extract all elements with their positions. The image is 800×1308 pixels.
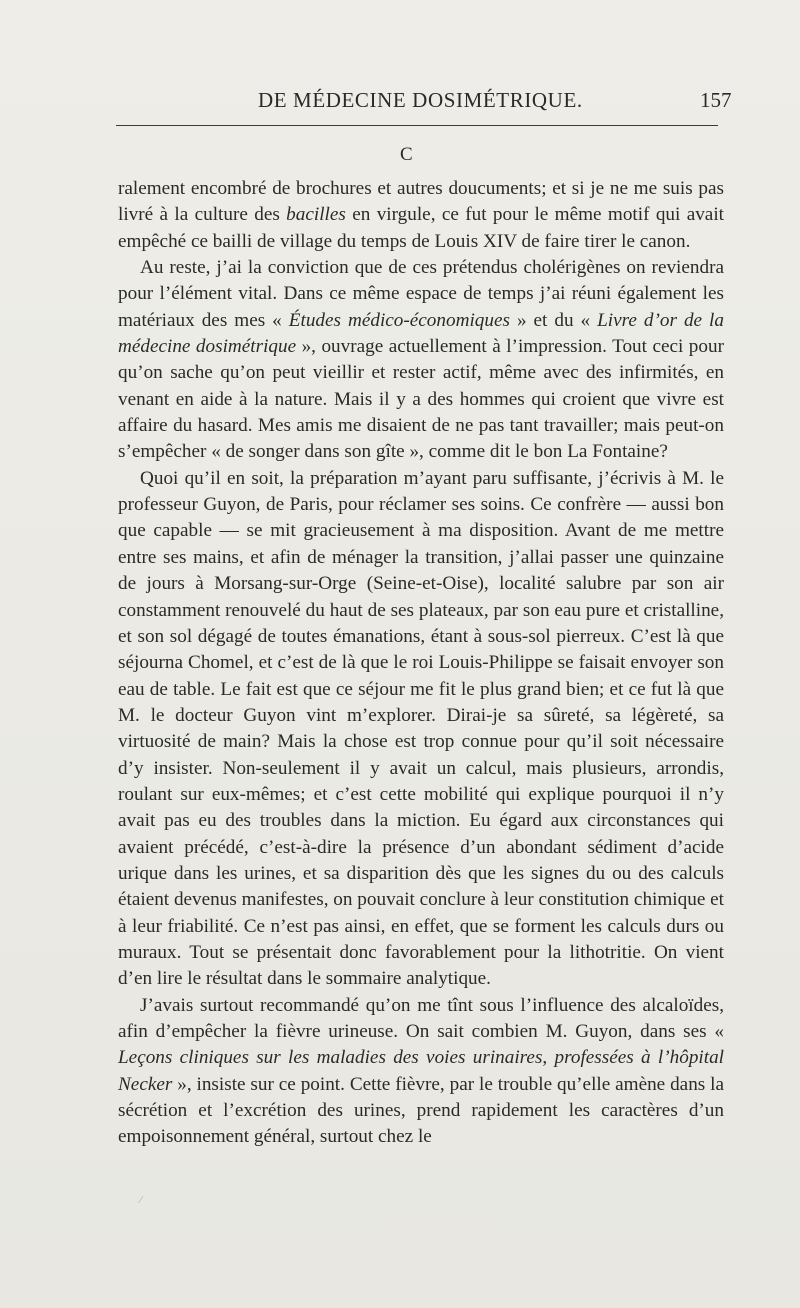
italic-title: Leçons cliniques sur les maladies des voies urinaires xyxy=(118,1047,543,1069)
text-run: », ouvrage actuellement à l’impression. Tout ceci pour qu’on sache qu’on peut vieillir et rester actif, même avec des infirmités, en venant en aide à la nature. Mais il y a des hommes qui croient que vivre est affaire du hasard. Mes amis me disaient de ne pas tant travailler; mais peut-on s’empêcher « de songer dans son gîte », comme dit le bon La Fontaine? xyxy=(118,336,724,463)
paragraph xyxy=(118,993,724,1151)
page-smudge: ⁄ xyxy=(140,1195,142,1206)
text-run: ralement encombré de brochures et autres doucuments; et si je ne me suis pas livré à la culture des xyxy=(118,178,724,226)
paragraph xyxy=(118,176,724,255)
text-run: Au reste, j’ai la conviction que de ces prétendus cholérigènes on reviendra pour l’élément vital. Dans ce même espace de temps j’ai réuni également les matériaux des mes « xyxy=(118,257,724,331)
text-run: en virgule, ce fut pour le même motif qui avait empêché ce bailli de village du temps de Louis XIV de faire tirer le canon. xyxy=(118,204,724,252)
text-run: J’avais surtout recommandé qu’on me tînt sous l’influence des alcaloïdes, afin d’empêcher la fièvre urineuse. On sait combien M. Guyon, dans ses « xyxy=(118,994,724,1042)
text-run: », insiste sur ce point. Cette fièvre, par le trouble qu’elle amène dans la sécrétion et l’excrétion des urines, prend rapidement les caractères d’un empoisonnement général, surtout chez le xyxy=(118,1073,724,1148)
text-run: Quoi qu’il en soit, la préparation m’ayant paru suffisante, j’écrivis à M. le professeur Guyon, de Paris, pour réclamer ses soins. Ce confrère — aussi bon que capable — se mit gracieusement à ma disposition. Avant de me mettre entre ses mains, et afin de ménager la transition, j’allai passer une quinzaine de jours à Morsang-sur-Orge (Seine-et-Oise), localité salubre par son air constamment renouvelé du haut de ses plateaux, par son eau pure et cristalline, et son sol dégagé de toutes émanations, étant à sous-sol pierreux. C’est là que séjourna Chomel, et c’est de là que le roi Louis-Philippe se faisait envoyer son eau de table. Le fait est que ce séjour me fit le plus grand bien; et ce fut là que M. le docteur Guyon vint m’explorer. Dirai-je sa sûreté, sa légèreté, sa virtuosité de main? Mais la chose est trop connue pour qu’il soit nécessaire d’y insister. Non-seulement il y avait un calcul, mais plusieurs, arrondis, roulant sur eux-mêmes; et c’est cette mobilité qui explique pourquoi il n’y avait pas eu des troubles dans la miction. Eu égard aux circonstances qui avaient précédé, c’est-à-dire la présence d’un abondant sédiment d’acide urique dans les urines, et sa disparition dès que les signes du ou des calculs étaient devenus manifestes, on pouvait conclure à leur constitution chimique et à leur friabilité. Ce n’est pas ainsi, en effet, que se forment les calculs durs ou muraux. Tout se présentait donc favorablement pour la lithotritie. On vient d’en lire le résultat dans le sommaire analytique. xyxy=(118,467,724,990)
paragraph xyxy=(118,466,724,993)
page-number: 157 xyxy=(700,88,732,112)
italic-title: Livre d’or de la médecine dosimétrique xyxy=(118,309,724,358)
italic-title: bacilles xyxy=(286,204,346,226)
italic-title: professées à l’hôpital Necker xyxy=(118,1047,724,1095)
header-rule xyxy=(116,125,718,126)
running-head xyxy=(0,88,800,118)
paragraph xyxy=(118,255,724,466)
running-title: DE MÉDECINE DOSIMÉTRIQUE. xyxy=(258,88,583,112)
text-run: , xyxy=(542,1047,555,1069)
italic-title: Études médico-économiques xyxy=(288,309,510,331)
body-text xyxy=(118,176,724,1151)
signature-mark: C xyxy=(400,144,413,165)
text-run: » et du « xyxy=(509,309,598,331)
